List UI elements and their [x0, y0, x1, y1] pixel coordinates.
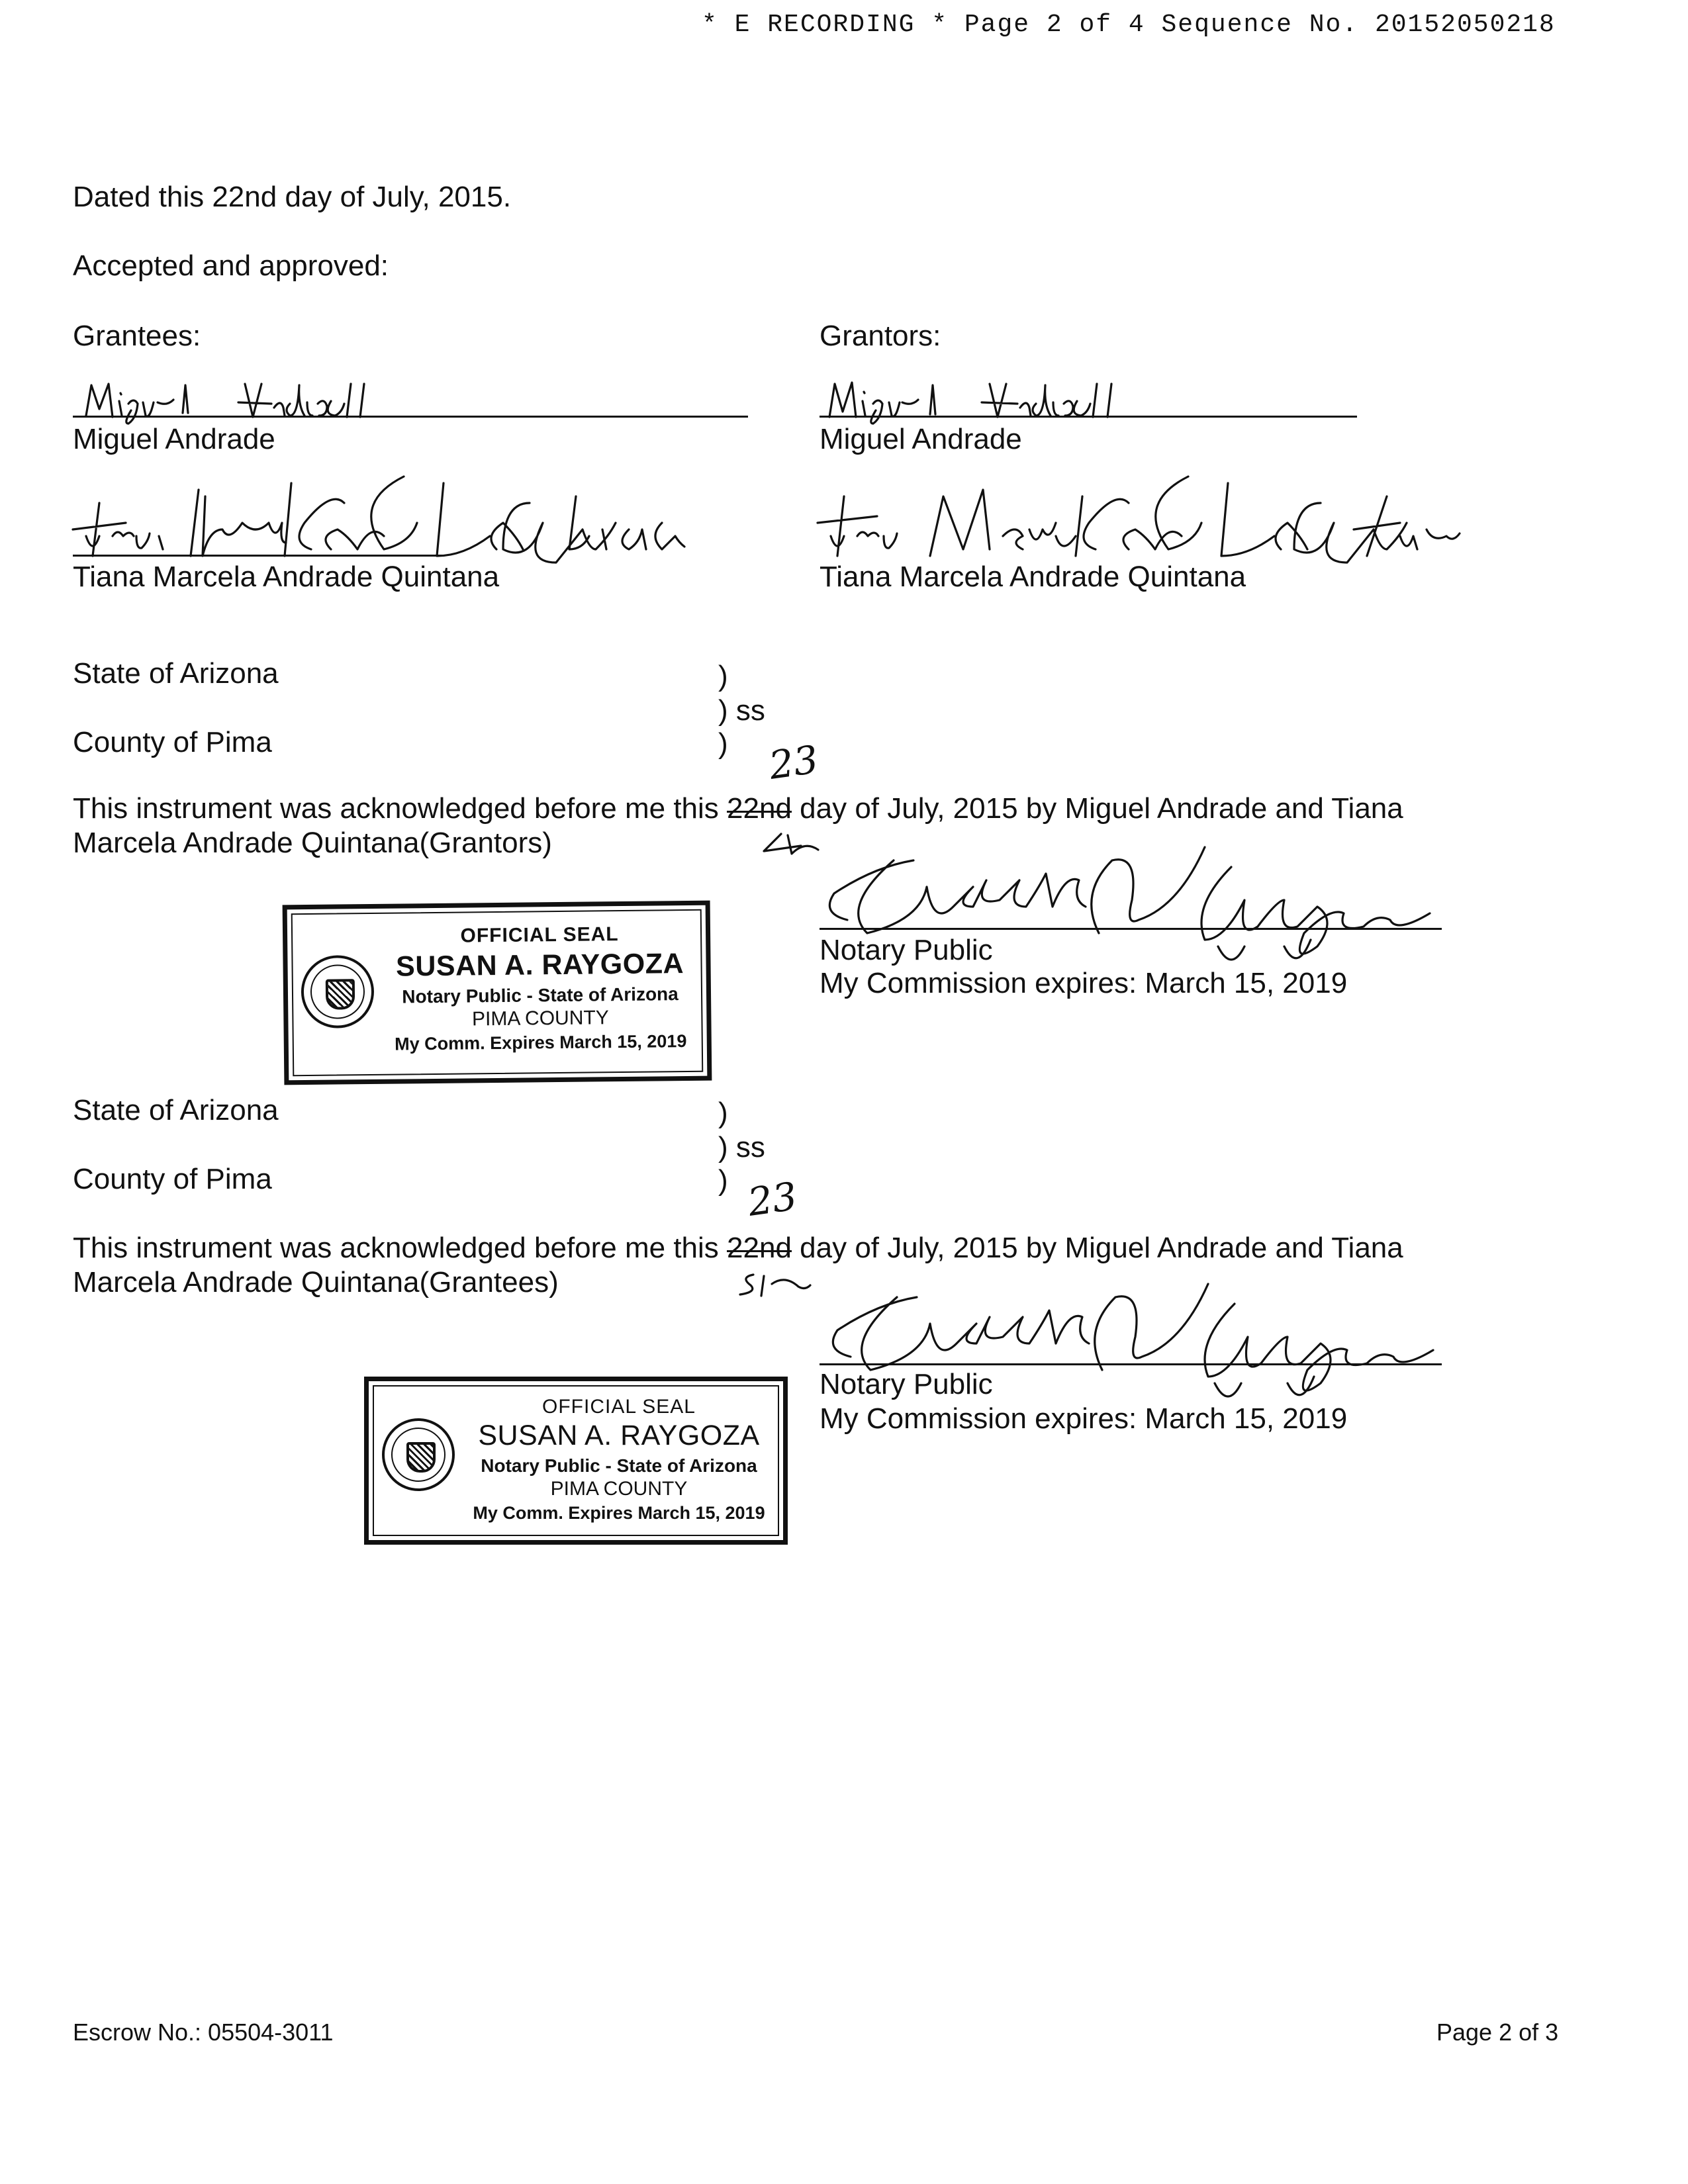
page-number: Page 2 of 3 [1436, 2019, 1559, 2046]
ack2-line-1-after: day of July, 2015 by Miguel Andrade and Tiana [791, 1232, 1403, 1264]
ack2-line-1-before: This instrument was acknowledged before me this [73, 1232, 727, 1264]
ack1-paren-3: ) [718, 727, 728, 760]
grantee-1-name: Miguel Andrade [73, 423, 275, 455]
seal-1-role: Notary Public - State of Arizona [402, 983, 679, 1007]
ack2-line-2: Marcela Andrade Quintana(Grantees) [73, 1266, 559, 1298]
ack1-date-correction: 23 [766, 737, 821, 788]
ack2-date-correction: 23 [745, 1173, 800, 1225]
ack1-paren-1: ) [718, 660, 728, 692]
grantee-2-signature-line [73, 555, 444, 557]
escrow-number: Escrow No.: 05504-3011 [73, 2019, 334, 2046]
seal-2-role: Notary Public - State of Arizona [481, 1455, 757, 1476]
notary-1-signature-line [820, 928, 1442, 930]
ack2-paren-1: ) [718, 1097, 728, 1129]
ack2-line-1 [73, 1231, 1403, 1265]
ack1-initials [761, 827, 827, 860]
ack2-initials [735, 1269, 814, 1302]
grantee-1-signature-line [73, 416, 748, 418]
ack1-county: County of Pima [73, 726, 272, 758]
notary-2-label: Notary Public [820, 1368, 993, 1400]
grantor-1-signature-line [820, 416, 1357, 418]
ack1-line-1-before: This instrument was acknowledged before me this [73, 792, 727, 825]
grantors-label: Grantors: [820, 320, 941, 352]
notary-seal-2 [364, 1377, 788, 1545]
ack2-paren-3: ) [718, 1164, 728, 1197]
seal-1-county: PIMA COUNTY [471, 1007, 609, 1030]
ack1-line-2: Marcela Andrade Quintana(Grantors) [73, 827, 552, 859]
recording-header: * E RECORDING * Page 2 of 4 Sequence No. 20152050218 [702, 11, 1556, 39]
notary-2-signature-line [820, 1363, 1442, 1365]
seal-2-title: OFFICIAL SEAL [542, 1396, 696, 1418]
seal-1-name: SUSAN A. RAYGOZA [395, 948, 684, 983]
dated-line: Dated this 22nd day of July, 2015. [73, 181, 512, 213]
ack1-state: State of Arizona [73, 657, 279, 690]
grantor-2-name: Tiana Marcela Andrade Quintana [820, 561, 1246, 593]
ack1-line-1-after: day of July, 2015 by Miguel Andrade and Tiana [791, 792, 1403, 825]
ack2-struck-date: 22nd [727, 1232, 792, 1264]
seal-2-county: PIMA COUNTY [550, 1478, 688, 1500]
grantor-2-signature [818, 457, 1466, 569]
seal-1-expires: My Comm. Expires March 15, 2019 [395, 1031, 687, 1054]
arizona-state-seal-icon [301, 955, 374, 1028]
grantees-label: Grantees: [73, 320, 201, 352]
ack1-struck-date: 22nd [727, 792, 792, 825]
notary-1-commission: My Commission expires: March 15, 2019 [820, 967, 1348, 999]
ack2-county: County of Pima [73, 1163, 272, 1195]
notary-seal-1 [283, 901, 712, 1085]
grantee-2-name: Tiana Marcela Andrade Quintana [73, 561, 500, 593]
ack1-line-1 [73, 792, 1403, 826]
notary-2-commission: My Commission expires: March 15, 2019 [820, 1402, 1348, 1435]
grantor-1-name: Miguel Andrade [820, 423, 1022, 455]
notary-1-label: Notary Public [820, 934, 993, 966]
accepted-line: Accepted and approved: [73, 250, 389, 282]
ack2-paren-ss: ) ss [718, 1131, 765, 1163]
seal-2-expires: My Comm. Expires March 15, 2019 [473, 1503, 765, 1523]
ack1-paren-ss: ) ss [718, 694, 765, 727]
seal-1-title: OFFICIAL SEAL [460, 923, 619, 947]
arizona-state-seal-icon [382, 1418, 455, 1491]
grantee-2-signature [73, 457, 702, 569]
seal-2-name: SUSAN A. RAYGOZA [478, 1420, 760, 1451]
ack2-state: State of Arizona [73, 1094, 279, 1126]
